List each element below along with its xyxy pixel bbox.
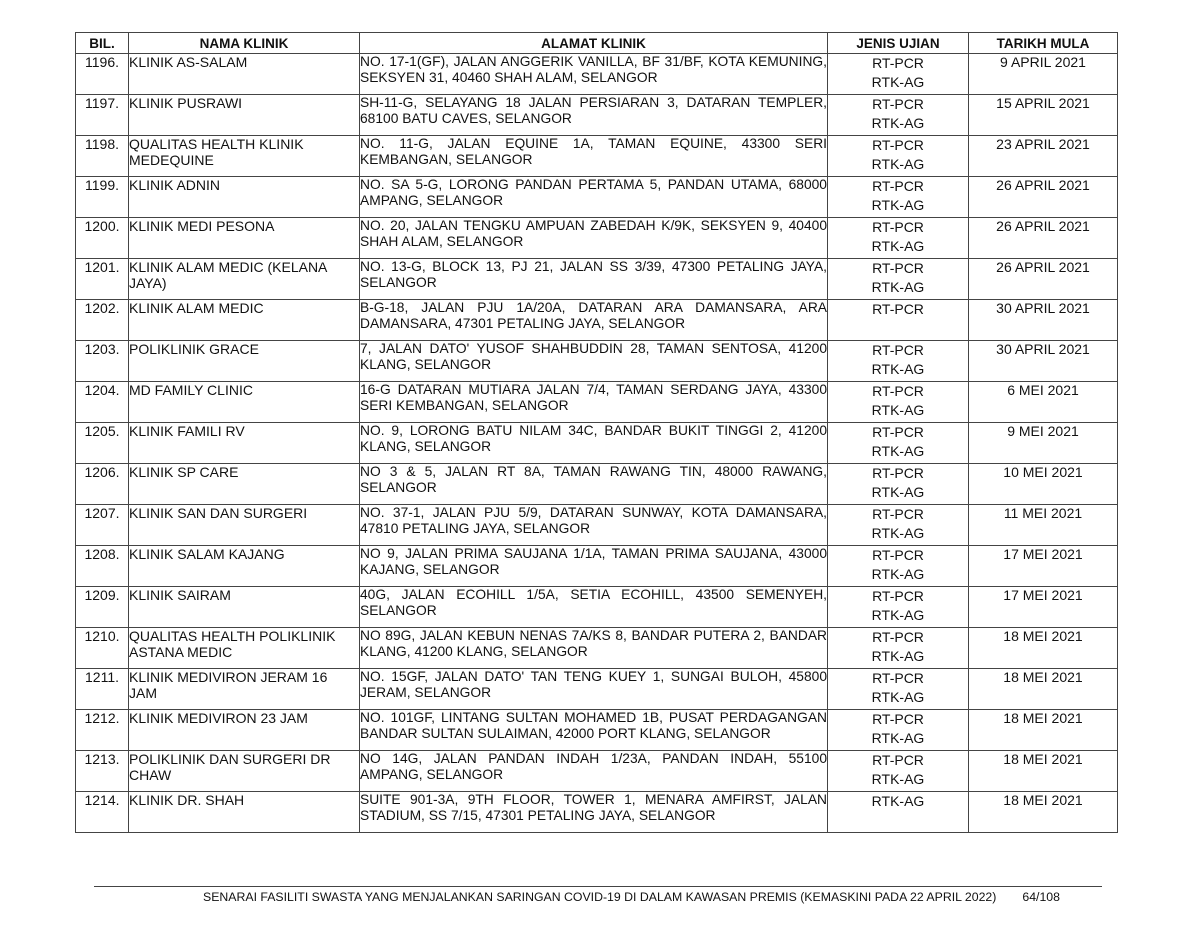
- row-number: 1207.: [76, 505, 129, 546]
- test-type: RT-PCR: [872, 670, 924, 686]
- table-row: [76, 423, 1118, 464]
- table-row: [76, 54, 1118, 95]
- table-row: [76, 792, 1118, 833]
- page-footer: [0, 890, 1060, 904]
- start-date: 18 MEI 2021: [969, 710, 1118, 751]
- clinic-address: NO 14G, JALAN PANDAN INDAH 1/23A, PANDAN INDAH, 55100 AMPANG, SELANGOR: [360, 751, 828, 792]
- test-types: [828, 341, 969, 382]
- table-row: [76, 218, 1118, 259]
- clinic-address: NO. 101GF, LINTANG SULTAN MOHAMED 1B, PUSAT PERDAGANGAN BANDAR SULTAN SULAIMAN, 42000 PORT KLANG, SELANGOR: [360, 710, 828, 751]
- row-number: 1208.: [76, 546, 129, 587]
- test-type: RT-PCR: [872, 465, 924, 481]
- table-header: [76, 33, 1118, 54]
- test-type: RT-PCR: [872, 260, 924, 276]
- header-no: BIL.: [76, 33, 129, 54]
- test-type: RT-PCR: [872, 96, 924, 112]
- table-row: [76, 341, 1118, 382]
- test-type: RTK-AG: [871, 279, 925, 295]
- header-clinic-name: NAMA KLINIK: [129, 33, 360, 54]
- test-type: RT-PCR: [872, 547, 924, 563]
- header-clinic-address: ALAMAT KLINIK: [360, 33, 828, 54]
- row-number: 1212.: [76, 710, 129, 751]
- table-row: [76, 669, 1118, 710]
- test-type: RTK-AG: [871, 115, 925, 131]
- start-date: 9 MEI 2021: [969, 423, 1118, 464]
- start-date: 26 APRIL 2021: [969, 177, 1118, 218]
- test-type: RT-PCR: [872, 752, 924, 768]
- test-type: RTK-AG: [871, 525, 925, 541]
- start-date: 10 MEI 2021: [969, 464, 1118, 505]
- page-number: 64/108: [1022, 890, 1060, 904]
- clinic-address: NO. 11-G, JALAN EQUINE 1A, TAMAN EQUINE, 43300 SERI KEMBANGAN, SELANGOR: [360, 136, 828, 177]
- test-type: RTK-AG: [871, 771, 925, 787]
- test-type: RT-PCR: [872, 301, 924, 317]
- table-row: [76, 136, 1118, 177]
- row-number: 1196.: [76, 54, 129, 95]
- test-type: RTK-AG: [871, 74, 925, 90]
- test-type: RT-PCR: [872, 383, 924, 399]
- table-row: [76, 546, 1118, 587]
- test-type: RTK-AG: [871, 566, 925, 582]
- test-type: RTK-AG: [871, 730, 925, 746]
- test-types: [828, 54, 969, 95]
- row-number: 1197.: [76, 95, 129, 136]
- clinic-name: KLINIK ADNIN: [129, 177, 360, 218]
- start-date: 15 APRIL 2021: [969, 95, 1118, 136]
- clinic-address: NO 89G, JALAN KEBUN NENAS 7A/KS 8, BANDAR PUTERA 2, BANDAR KLANG, 41200 KLANG, SELANGOR: [360, 628, 828, 669]
- table-row: [76, 751, 1118, 792]
- clinic-name: QUALITAS HEALTH POLIKLINIK ASTANA MEDIC: [129, 628, 360, 669]
- clinic-name: KLINIK SAIRAM: [129, 587, 360, 628]
- row-number: 1206.: [76, 464, 129, 505]
- row-number: 1199.: [76, 177, 129, 218]
- clinic-name: KLINIK MEDIVIRON 23 JAM: [129, 710, 360, 751]
- row-number: 1200.: [76, 218, 129, 259]
- test-types: [828, 218, 969, 259]
- row-number: 1213.: [76, 751, 129, 792]
- clinic-name: KLINIK DR. SHAH: [129, 792, 360, 833]
- test-type: RTK-AG: [871, 197, 925, 213]
- test-type: RT-PCR: [872, 55, 924, 71]
- clinic-name: KLINIK ALAM MEDIC: [129, 300, 360, 341]
- row-number: 1203.: [76, 341, 129, 382]
- clinic-address: NO 9, JALAN PRIMA SAUJANA 1/1A, TAMAN PRIMA SAUJANA, 43000 KAJANG, SELANGOR: [360, 546, 828, 587]
- test-type: RTK-AG: [871, 361, 925, 377]
- clinic-address: 40G, JALAN ECOHILL 1/5A, SETIA ECOHILL, 43500 SEMENYEH, SELANGOR: [360, 587, 828, 628]
- start-date: 18 MEI 2021: [969, 751, 1118, 792]
- row-number: 1198.: [76, 136, 129, 177]
- clinic-address: NO. 17-1(GF), JALAN ANGGERIK VANILLA, BF 31/BF, KOTA KEMUNING, SEKSYEN 31, 40460 SHAH ALAM, SELANGOR: [360, 54, 828, 95]
- clinic-table: [75, 32, 1118, 833]
- test-type: RTK-AG: [871, 238, 925, 254]
- start-date: 23 APRIL 2021: [969, 136, 1118, 177]
- test-type: RT-PCR: [872, 424, 924, 440]
- test-types: [828, 505, 969, 546]
- header-test-type: JENIS UJIAN: [828, 33, 969, 54]
- clinic-address: NO. 20, JALAN TENGKU AMPUAN ZABEDAH K/9K, SEKSYEN 9, 40400 SHAH ALAM, SELANGOR: [360, 218, 828, 259]
- clinic-name: KLINIK SAN DAN SURGERI: [129, 505, 360, 546]
- start-date: 11 MEI 2021: [969, 505, 1118, 546]
- clinic-address: 16-G DATARAN MUTIARA JALAN 7/4, TAMAN SERDANG JAYA, 43300 SERI KEMBANGAN, SELANGOR: [360, 382, 828, 423]
- test-type: RTK-AG: [871, 156, 925, 172]
- test-type: RTK-AG: [871, 689, 925, 705]
- footer-divider: [94, 886, 1102, 887]
- clinic-name: KLINIK SALAM KAJANG: [129, 546, 360, 587]
- test-types: [828, 136, 969, 177]
- test-type: RT-PCR: [872, 588, 924, 604]
- test-types: [828, 300, 969, 341]
- table-row: [76, 628, 1118, 669]
- test-types: [828, 587, 969, 628]
- test-type: RTK-AG: [871, 484, 925, 500]
- test-types: [828, 423, 969, 464]
- header-start-date: TARIKH MULA: [969, 33, 1118, 54]
- clinic-address: NO 3 & 5, JALAN RT 8A, TAMAN RAWANG TIN, 48000 RAWANG, SELANGOR: [360, 464, 828, 505]
- row-number: 1205.: [76, 423, 129, 464]
- test-type: RTK-AG: [871, 648, 925, 664]
- row-number: 1211.: [76, 669, 129, 710]
- clinic-name: KLINIK MEDI PESONA: [129, 218, 360, 259]
- clinic-address: NO. 37-1, JALAN PJU 5/9, DATARAN SUNWAY, KOTA DAMANSARA, 47810 PETALING JAYA, SELANGOR: [360, 505, 828, 546]
- test-type: RT-PCR: [872, 178, 924, 194]
- table-row: [76, 259, 1118, 300]
- row-number: 1202.: [76, 300, 129, 341]
- test-types: [828, 546, 969, 587]
- test-type: RT-PCR: [872, 137, 924, 153]
- clinic-address: NO. 15GF, JALAN DATO' TAN TENG KUEY 1, SUNGAI BULOH, 45800 JERAM, SELANGOR: [360, 669, 828, 710]
- test-types: [828, 669, 969, 710]
- start-date: 26 APRIL 2021: [969, 259, 1118, 300]
- start-date: 30 APRIL 2021: [969, 300, 1118, 341]
- clinic-name: QUALITAS HEALTH KLINIK MEDEQUINE: [129, 136, 360, 177]
- clinic-address: SUITE 901-3A, 9TH FLOOR, TOWER 1, MENARA AMFIRST, JALAN STADIUM, SS 7/15, 47301 PETALING JAYA, SELANGOR: [360, 792, 828, 833]
- table-row: [76, 95, 1118, 136]
- test-types: [828, 710, 969, 751]
- test-types: [828, 464, 969, 505]
- test-type: RT-PCR: [872, 506, 924, 522]
- row-number: 1210.: [76, 628, 129, 669]
- start-date: 17 MEI 2021: [969, 587, 1118, 628]
- table-row: [76, 177, 1118, 218]
- row-number: 1204.: [76, 382, 129, 423]
- table-row: [76, 587, 1118, 628]
- clinic-name: KLINIK AS-SALAM: [129, 54, 360, 95]
- clinic-name: KLINIK MEDIVIRON JERAM 16 JAM: [129, 669, 360, 710]
- start-date: 6 MEI 2021: [969, 382, 1118, 423]
- table-row: [76, 382, 1118, 423]
- clinic-name: KLINIK SP CARE: [129, 464, 360, 505]
- clinic-name: POLIKLINIK DAN SURGERI DR CHAW: [129, 751, 360, 792]
- test-types: [828, 382, 969, 423]
- test-type: RT-PCR: [872, 219, 924, 235]
- clinic-address: NO. 9, LORONG BATU NILAM 34C, BANDAR BUKIT TINGGI 2, 41200 KLANG, SELANGOR: [360, 423, 828, 464]
- test-types: [828, 628, 969, 669]
- clinic-name: POLIKLINIK GRACE: [129, 341, 360, 382]
- footer-title: SENARAI FASILITI SWASTA YANG MENJALANKAN SARINGAN COVID-19 DI DALAM KAWASAN PREMIS (KEMASKINI PADA 22 APRIL 2022): [203, 890, 997, 904]
- clinic-name: KLINIK PUSRAWI: [129, 95, 360, 136]
- start-date: 30 APRIL 2021: [969, 341, 1118, 382]
- test-types: [828, 259, 969, 300]
- test-type: RT-PCR: [872, 342, 924, 358]
- table-body: [76, 54, 1118, 833]
- start-date: 9 APRIL 2021: [969, 54, 1118, 95]
- start-date: 18 MEI 2021: [969, 792, 1118, 833]
- clinic-name: KLINIK FAMILI RV: [129, 423, 360, 464]
- table-row: [76, 505, 1118, 546]
- row-number: 1214.: [76, 792, 129, 833]
- clinic-address: NO. SA 5-G, LORONG PANDAN PERTAMA 5, PANDAN UTAMA, 68000 AMPANG, SELANGOR: [360, 177, 828, 218]
- test-type: RTK-AG: [871, 402, 925, 418]
- clinic-address: 7, JALAN DATO' YUSOF SHAHBUDDIN 28, TAMAN SENTOSA, 41200 KLANG, SELANGOR: [360, 341, 828, 382]
- test-types: [828, 751, 969, 792]
- row-number: 1201.: [76, 259, 129, 300]
- clinic-name: KLINIK ALAM MEDIC (KELANA JAYA): [129, 259, 360, 300]
- test-type: RTK-AG: [871, 793, 925, 809]
- start-date: 18 MEI 2021: [969, 669, 1118, 710]
- test-types: [828, 792, 969, 833]
- clinic-address: SH-11-G, SELAYANG 18 JALAN PERSIARAN 3, DATARAN TEMPLER, 68100 BATU CAVES, SELANGOR: [360, 95, 828, 136]
- table-row: [76, 300, 1118, 341]
- test-type: RTK-AG: [871, 443, 925, 459]
- start-date: 18 MEI 2021: [969, 628, 1118, 669]
- clinic-name: MD FAMILY CLINIC: [129, 382, 360, 423]
- clinic-address: B-G-18, JALAN PJU 1A/20A, DATARAN ARA DAMANSARA, ARA DAMANSARA, 47301 PETALING JAYA, SELANGOR: [360, 300, 828, 341]
- test-types: [828, 95, 969, 136]
- start-date: 17 MEI 2021: [969, 546, 1118, 587]
- test-types: [828, 177, 969, 218]
- test-type: RT-PCR: [872, 711, 924, 727]
- table-row: [76, 464, 1118, 505]
- table-row: [76, 710, 1118, 751]
- clinic-address: NO. 13-G, BLOCK 13, PJ 21, JALAN SS 3/39, 47300 PETALING JAYA, SELANGOR: [360, 259, 828, 300]
- row-number: 1209.: [76, 587, 129, 628]
- test-type: RTK-AG: [871, 607, 925, 623]
- start-date: 26 APRIL 2021: [969, 218, 1118, 259]
- header-row: [76, 33, 1118, 54]
- test-type: RT-PCR: [872, 629, 924, 645]
